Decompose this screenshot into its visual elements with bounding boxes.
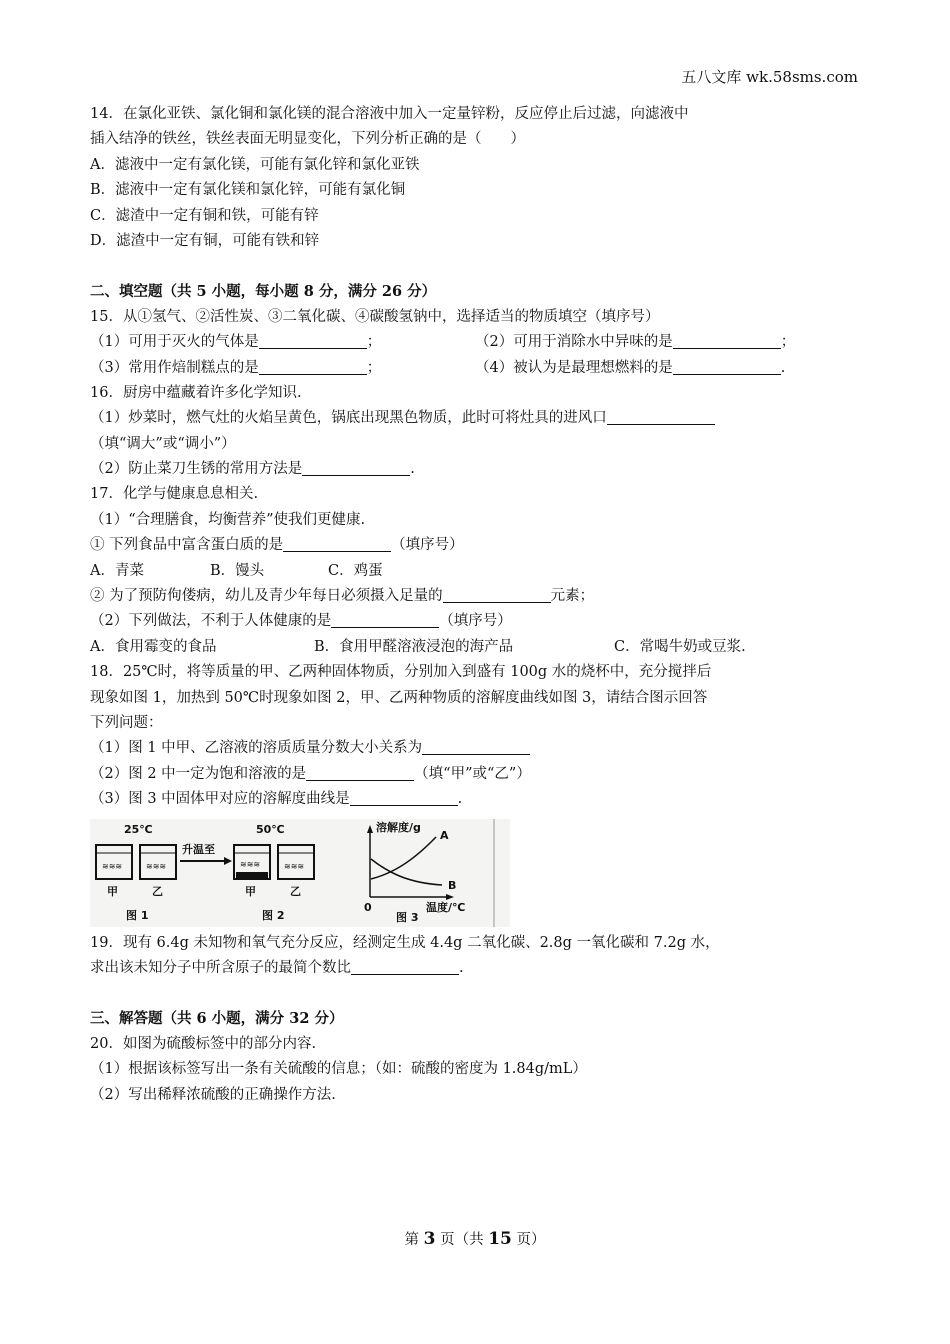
answer-blank[interactable] xyxy=(673,357,781,375)
q14-option-d: D．滤渣中一定有铜，可能有铁和锌 xyxy=(90,232,320,249)
q14-option-b: B．滤液中一定有氯化镁和氯化锌，可能有氯化铜 xyxy=(90,182,406,199)
fig2-caption: 图 2 xyxy=(262,908,285,922)
q17-sub1: ① 下列食品中富含蛋白质的是 xyxy=(90,537,284,554)
current-page-number: 3 xyxy=(423,1229,436,1249)
q14-option-a: A．滤液中一定有氯化镁，可能有氯化锌和氯化亚铁 xyxy=(90,156,420,173)
page-footer: 第 3 页（共 15 页） xyxy=(404,1229,546,1249)
question-16: 16．厨房中蕴藏着许多化学知识. （1）炒菜时，燃气灶的火焰呈黄色，锅底出现黑色物质，此时可将灶具的进风口 （填“调大”或“调小”） （2）防止菜刀生锈的常用方法是 . xyxy=(90,381,860,483)
answer-blank[interactable] xyxy=(259,331,367,349)
answer-blank[interactable] xyxy=(302,458,410,476)
answer-blank[interactable] xyxy=(422,737,530,755)
q15-part2: （2）可用于消除水中异味的是 xyxy=(475,334,673,351)
q14-option-c: C．滤渣中一定有铜和铁，可能有锌 xyxy=(90,207,319,224)
q17-part2-option-b: B．食用甲醛溶液浸泡的海产品 xyxy=(314,638,514,655)
q15-stem: 15．从①氢气、②活性炭、③二氧化碳、④碳酸氢钠中，选择适当的物质填空（填序号） xyxy=(90,308,660,325)
q16-part1-hint: （填“调大”或“调小”） xyxy=(90,435,236,452)
fig3-origin: 0 xyxy=(364,900,372,914)
answer-blank[interactable] xyxy=(607,407,715,425)
q15-part4: （4）被认为是最理想燃料的是 xyxy=(475,359,673,376)
q18-part1: （1）图 1 中甲、乙溶液的溶质质量分数大小关系为 xyxy=(90,740,423,757)
q17-part1: （1）“合理膳食，均衡营养”使我们更健康. xyxy=(90,511,366,528)
q18-part2: （2）图 2 中一定为饱和溶液的是 xyxy=(90,765,307,782)
question-15: 15．从①氢气、②活性炭、③二氧化碳、④碳酸氢钠中，选择适当的物质填空（填序号） （1）可用于灭火的气体是 ； （2）可用于消除水中异味的是 ； （3）常用作焙制糕点的是 ； （4）被认为是最理想燃料的是 . xyxy=(90,305,860,381)
svg-text:≋≋≋: ≋≋≋ xyxy=(146,861,167,871)
q20-part2: （2）写出稀释浓硫酸的正确操作方法. xyxy=(90,1086,336,1103)
q17-part2-option-a: A．食用霉变的食品 xyxy=(90,638,217,655)
svg-text:≋≋≋: ≋≋≋ xyxy=(284,861,305,871)
q18-figure-svg xyxy=(90,819,510,927)
q17-sub1-option-a: A．青菜 xyxy=(90,562,144,579)
fig3-xlabel: 温度/℃ xyxy=(426,900,466,914)
section-3-title: 三、解答题（共 6 小题，满分 32 分） xyxy=(90,1010,344,1028)
site-header: 五八文库 wk.58sms.com xyxy=(681,68,858,86)
fig2-temperature: 50℃ xyxy=(256,822,285,836)
fig3-ylabel: 溶解度/g xyxy=(376,820,421,834)
q18-figures xyxy=(90,819,860,927)
fig1-label-yi: 乙 xyxy=(152,884,163,898)
answer-blank[interactable] xyxy=(331,610,439,628)
q18-stem-line3: 下列问题： xyxy=(90,714,163,731)
answer-blank[interactable] xyxy=(259,357,367,375)
fig2-label-jia: 甲 xyxy=(245,884,256,898)
question-20 xyxy=(90,1032,860,1108)
q18-stem-line2: 现象如图 1，加热到 50℃时现象如图 2，甲、乙两种物质的溶解度曲线如图 3，请结合图示回答 xyxy=(90,689,708,706)
q17-stem: 17．化学与健康息息相关. xyxy=(90,486,259,503)
q14-stem-line2: 插入结净的铁丝，铁丝表面无明显变化，下列分析正确的是（ ） xyxy=(90,131,525,148)
q18-stem-line1: 18．25℃时，将等质量的甲、乙两种固体物质，分别加入到盛有 100g 水的烧杯中，充分搅拌后 xyxy=(90,664,712,681)
fig2-label-yi: 乙 xyxy=(290,884,301,898)
q17-part2-option-c: C．常喝牛奶或豆浆. xyxy=(614,638,746,655)
fig1-caption: 图 1 xyxy=(126,908,149,922)
fig1-temperature: 25℃ xyxy=(124,822,153,836)
question-18: 18．25℃时，将等质量的甲、乙两种固体物质，分别加入到盛有 100g 水的烧杯中，充分搅拌后 现象如图 1，加热到 50℃时现象如图 2，甲、乙两种物质的溶解度曲线如图 3，请结合图示回答 下列问题： （1）图 1 中甲、乙溶液的溶质质量分数大小关系为 （2）图 2 中一定为饱和溶液的是 （填“甲”或“乙”） （3）图 3 中固体甲对应的溶解度曲线是 . 25℃ ≋≋≋ ≋≋≋ 甲 乙 图 1 升温至 50℃ ≋≋≋ ≋≋≋ 甲 乙 图 2 溶解度/g 温度/℃ 0 A B 图 3 xyxy=(90,660,860,926)
q16-part2: （2）防止菜刀生锈的常用方法是 xyxy=(90,461,303,478)
q14-stem-line1: 14．在氯化亚铁、氯化铜和氯化镁的混合溶液中加入一定量锌粉，反应停止后过滤，向滤液中 xyxy=(90,106,689,122)
q17-sub1-option-b: B．馒头 xyxy=(210,562,265,579)
answer-blank[interactable] xyxy=(443,585,551,603)
q15-part1: （1）可用于灭火的气体是 xyxy=(90,334,259,351)
question-14 xyxy=(90,102,860,254)
answer-blank[interactable] xyxy=(350,788,458,806)
section-2-title: 二、填空题（共 5 小题，每小题 8 分，满分 26 分） xyxy=(90,283,437,301)
answer-blank[interactable] xyxy=(306,763,414,781)
q19-stem-line1: 19．现有 6.4g 未知物和氧气充分反应，经测定生成 4.4g 二氧化碳、2.8g 一氧化碳和 7.2g 水， xyxy=(90,934,720,951)
fig3-caption: 图 3 xyxy=(396,910,419,924)
fig3-curve-a-label: A xyxy=(440,828,449,842)
answer-blank[interactable] xyxy=(283,534,391,552)
question-19: 19．现有 6.4g 未知物和氧气充分反应，经测定生成 4.4g 二氧化碳、2.8g 一氧化碳和 7.2g 水， 求出该未知分子中所含原子的最简个数比 . xyxy=(90,931,860,982)
answer-blank[interactable] xyxy=(673,331,781,349)
q19-stem-line2: 求出该未知分子中所含原子的最简个数比 xyxy=(90,959,351,976)
q16-stem: 16．厨房中蕴藏着许多化学知识. xyxy=(90,384,302,401)
question-17: 17．化学与健康息息相关. （1）“合理膳食，均衡营养”使我们更健康. ① 下列食品中富含蛋白质的是 （填序号） A．青菜 B．馒头 C．鸡蛋 ② 为了预防佝偻病，幼儿及青少年每日必须摄入足量的 元素； （2）下列做法，不利于人体健康的是 （填序号） A．食用霉变的食品 B．食用甲醛溶液浸泡的海产品 C．常喝牛奶或豆浆. xyxy=(90,482,860,660)
q17-sub2: ② 为了预防佝偻病，幼儿及青少年每日必须摄入足量的 xyxy=(90,588,443,605)
total-pages: 15 xyxy=(488,1229,512,1249)
fig1-label-jia: 甲 xyxy=(107,884,118,898)
q17-part2: （2）下列做法，不利于人体健康的是 xyxy=(90,613,332,630)
svg-text:≋≋≋: ≋≋≋ xyxy=(102,861,123,871)
q18-part3: （3）图 3 中固体甲对应的溶解度曲线是 xyxy=(90,791,350,808)
exam-content xyxy=(90,102,860,1108)
q20-part1: （1）根据该标签写出一条有关硫酸的信息；（如：硫酸的密度为 1.84g/mL） xyxy=(90,1061,587,1078)
answer-blank[interactable] xyxy=(351,957,459,975)
q17-sub1-option-c: C．鸡蛋 xyxy=(328,562,383,579)
arrow-label: 升温至 xyxy=(182,842,215,856)
q15-part3: （3）常用作焙制糕点的是 xyxy=(90,359,259,376)
q16-part1: （1）炒菜时，燃气灶的火焰呈黄色，锅底出现黑色物质，此时可将灶具的进风口 xyxy=(90,410,607,427)
q20-stem: 20．如图为硫酸标签中的部分内容. xyxy=(90,1035,317,1052)
fig3-curve-b-label: B xyxy=(448,878,457,892)
svg-text:≋≋≋: ≋≋≋ xyxy=(240,859,261,869)
